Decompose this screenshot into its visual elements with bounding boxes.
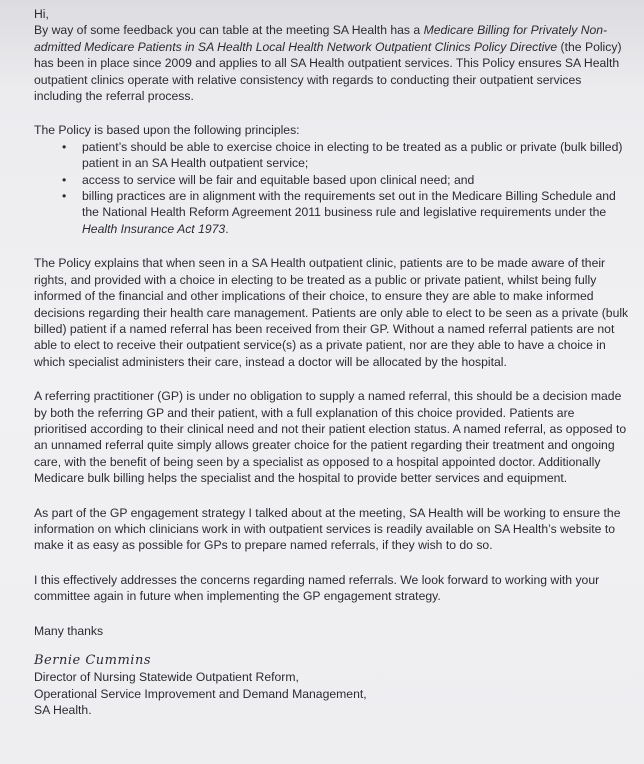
intro-text-start: By way of some feedback you can table at the meeting SA Health has a (34, 23, 424, 38)
letter-body (34, 6, 630, 719)
signatory-title-line-3: SA Health. (34, 703, 92, 718)
paragraph-policy-explains: The Policy explains that when seen in a SA Health outpatient clinic, patients are to be made aware of their rights, and provided with a choice in electing to be treated as a public or private patient, whilst being fully informed of the financial and other implications of their choice, to ensure they are able to make informed decisions regarding their health care management. Patients are only able to elect to be seen as a private (bulk billed) patient if a named referral has been received from their GP. Without a named referral patients are not able to elect to receive their outpatient service(s) as a private patient, nor are they able to have a choice in which specialist administers their care, instead a doctor will be allocated by the hospital. (34, 256, 629, 369)
closing: Many thanks (34, 623, 104, 638)
signature: Bernie Cummins (34, 653, 151, 668)
policy-title: Medicare Billing for Privately Non-admitted Medicare Patients in SA Health Local Health Network Outpatient Clinics Policy Directive (34, 23, 608, 54)
act-name: Health Insurance Act 1973 (82, 221, 226, 236)
signatory-title-line-2: Operational Service Improvement and Demand Management, (34, 686, 367, 701)
principle-item: • access to service will be fair and equitable based upon clinical need; and (62, 172, 630, 188)
paragraph-engagement-strategy: As part of the GP engagement strategy I talked about at the meeting, SA Health will be working to ensure the information on which clinicians work in with outpatient services is readily available on SA Health’s website to make it as easy as possible for GPs to prepare named referrals, if they wish to do so. (34, 505, 621, 553)
principle3-text: billing practices are in alignment with the requirements set out in the Medicare Billing Schedule and the National Health Reform Agreement 2011 business rule and legislative requirements under the (82, 189, 616, 220)
principle-item (62, 188, 630, 237)
principle3-end: . (225, 221, 229, 236)
paragraph-referring-practitioner: A referring practitioner (GP) is under no obligation to supply a named referral, this should be a decision made by both the referring GP and their patient, with a full explanation of this choice provided. Patients are prioritised according to their clinical need and not their patient election status. A named referral, as opposed to an unnamed referral quite simply allows greater choice for the patient regarding their treatment and ongoing care, with the benefit of being seen by a specialist as opposed to a hospital appointed doctor. Additionally Medicare bulk billing helps the specialist and the hospital to provide better services and equipment. (34, 389, 627, 486)
principle-item: • patient’s should be able to exercise choice in electing to be treated as a public or private (bulk billed) patient in an SA Health outpatient service; (62, 139, 630, 172)
intro-text-end: (the Policy) has been in place since 2009 and applies to all SA Health outpatient services. This Policy ensures SA Health outpatient clinics operate with relative consistency with regards to conducting their outpatient services including the referral process. (34, 39, 622, 104)
paragraph-concerns: I this effectively addresses the concerns regarding named referrals. We look forward to working with your committee again in future when implementing the GP engagement strategy. (34, 572, 600, 604)
signatory-title-line-1: Director of Nursing Statewide Outpatient Reform, (34, 670, 299, 685)
greeting: Hi, (34, 7, 49, 21)
paragraph-intro (34, 22, 630, 104)
principles-list (34, 139, 630, 237)
principles-intro: The Policy is based upon the following principles: (34, 123, 300, 138)
